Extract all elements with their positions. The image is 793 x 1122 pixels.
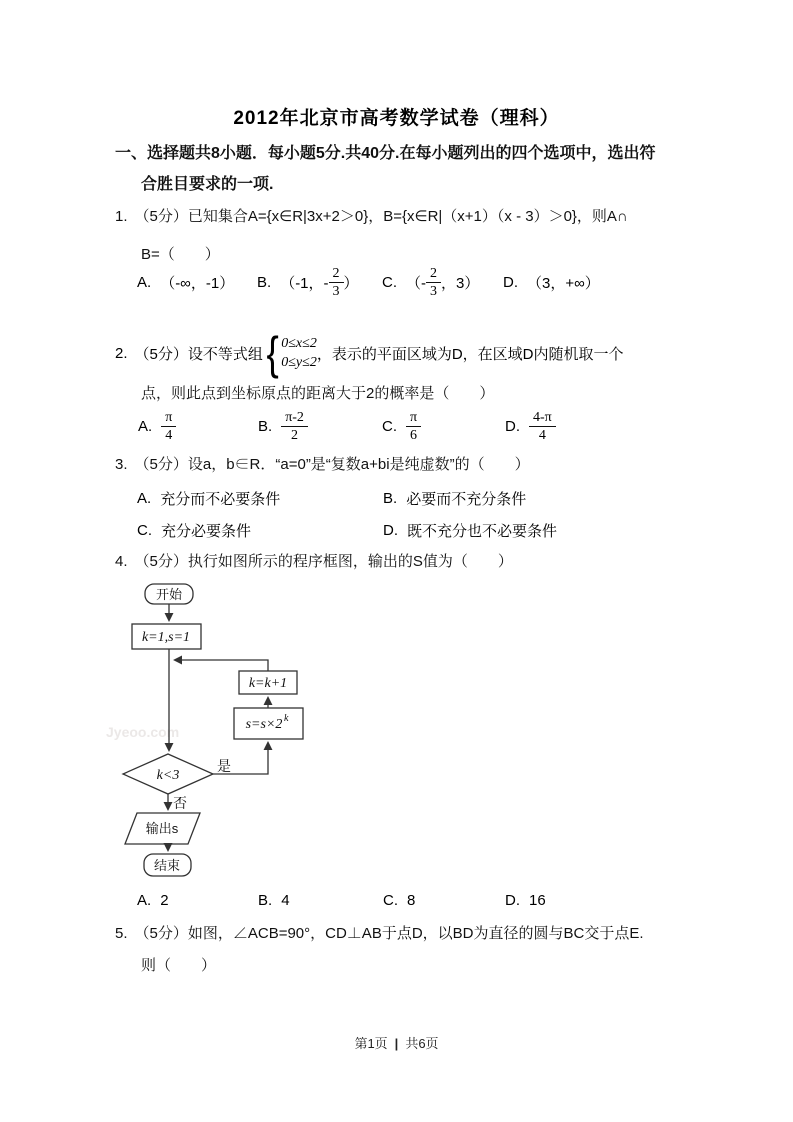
fraction-denominator: 2 [291, 427, 299, 443]
q1-option-c [382, 262, 479, 302]
question-1-stem-text: （5分）已知集合A={x∈R|3x+2＞0}，B={x∈R|（x+1）（x - 3）＞0}，则A∩ [134, 208, 628, 225]
option-label: B. [383, 490, 398, 507]
question-4-stem [115, 552, 513, 572]
inequality-1: 0≤x≤2 [281, 336, 317, 351]
option-label: B. [258, 892, 273, 909]
fraction-denominator: 4 [165, 427, 173, 443]
option-text-post: ） [343, 274, 359, 292]
option-text: （-∞，-1） [160, 274, 235, 292]
option-label: D. [383, 522, 398, 539]
q1-option-a [137, 262, 234, 302]
footer-separator: | [394, 1036, 399, 1051]
option-label: A. [137, 490, 152, 507]
footer-page-number: 第1页 [354, 1036, 388, 1051]
option-text-pre: （-1，- [280, 274, 329, 292]
fraction-denominator: 6 [410, 427, 418, 443]
fraction-denominator: 3 [332, 283, 340, 299]
option-text-post: ，3） [441, 274, 480, 292]
question-5-stem-text: （5分）如图，∠ACB=90°，CD⊥AB于点D，以BD为直径的圆与BC交于点E. [134, 925, 644, 942]
fraction [529, 410, 556, 443]
option-label: C. [382, 417, 397, 435]
q4-option-d [505, 892, 546, 909]
fraction [426, 266, 441, 299]
option-label: D. [503, 273, 518, 291]
q4-option-a [137, 892, 169, 909]
inequality-system [281, 334, 317, 372]
question-1-number: 1. [115, 208, 128, 225]
flowchart-yes-label: 是 [217, 758, 231, 774]
option-text: （3，+∞） [527, 274, 600, 292]
question-4-number: 4. [115, 553, 128, 570]
option-text: 16 [529, 892, 546, 909]
question-1-stem-line2: B=（ ） [141, 246, 220, 263]
option-label: A. [137, 892, 152, 909]
option-label: B. [258, 417, 273, 435]
question-2-stem-line1 [115, 329, 624, 377]
q4-option-b [258, 892, 290, 909]
question-3-stem-text: （5分）设a，b∈R．“a=0”是“复数a+bi是纯虚数”的（ ） [134, 456, 530, 473]
watermark: Jyeoo.com [106, 724, 180, 740]
question-2-number: 2. [115, 344, 128, 362]
page-title: 2012年北京市高考数学试卷（理科） [233, 108, 560, 129]
flowchart-no-label: 否 [173, 795, 187, 811]
option-text: 8 [407, 892, 416, 909]
option-text-pre: （- [406, 274, 426, 292]
option-text: 必要而不充分条件 [406, 491, 527, 508]
fraction [161, 410, 176, 443]
q2-option-b [258, 406, 308, 446]
question-1-stem-line1 [115, 207, 628, 227]
fraction-numerator: π-2 [281, 410, 308, 427]
system-brace: { [266, 327, 279, 379]
fraction-numerator: 2 [329, 266, 344, 283]
question-2-stem-pre: （5分）设不等式组 [134, 345, 263, 363]
option-label: D. [505, 417, 520, 435]
question-4-stem-text: （5分）执行如图所示的程序框图，输出的S值为（ ） [134, 553, 513, 570]
question-5-stem-line1 [115, 924, 644, 944]
fraction [406, 410, 421, 443]
question-2-stem-line2: 点，则此点到坐标原点的距离大于2的概率是（ ） [141, 385, 495, 402]
flowchart [115, 578, 315, 890]
fraction-numerator: π [406, 410, 421, 427]
option-label: A. [138, 417, 153, 435]
option-label: C. [137, 522, 152, 539]
option-label: A. [137, 273, 152, 291]
flowchart-start-label: 开始 [155, 587, 183, 602]
question-2-stem-post: ，表示的平面区域为D，在区域D内随机取一个 [316, 345, 624, 363]
option-text: 4 [281, 892, 290, 909]
flow-arrow-increment-to-mainline [175, 660, 268, 671]
q2-option-d [505, 406, 556, 446]
q2-option-a [138, 406, 176, 446]
fraction [329, 266, 344, 299]
option-text: 既不充分也不必要条件 [407, 523, 558, 540]
option-text: 充分必要条件 [161, 523, 252, 540]
flowchart-condition-label: k<3 [156, 768, 180, 783]
option-text: 充分而不必要条件 [160, 491, 281, 508]
page-footer [0, 1033, 793, 1052]
q1-option-d [503, 262, 600, 302]
q3-option-d [383, 520, 557, 541]
section-heading-line1: 一、选择题共8小题．每小题5分.共40分.在每小题列出的四个选项中，选出符 [115, 145, 656, 162]
fraction-denominator: 3 [430, 283, 437, 299]
inequality-2: 0≤y≤2 [281, 355, 317, 370]
flowchart-multiply-label: s=s×2 [245, 717, 283, 732]
fraction [281, 410, 308, 443]
q3-option-c [137, 520, 251, 541]
fraction-numerator: 4-π [529, 410, 556, 427]
flowchart-output-label: 输出s [145, 821, 179, 836]
question-3-stem [115, 455, 530, 475]
q3-option-a [137, 488, 280, 509]
option-label: C. [383, 892, 398, 909]
question-5-number: 5. [115, 925, 128, 942]
flowchart-multiply-exponent: k [284, 713, 289, 724]
fraction-numerator: π [161, 410, 176, 427]
option-text: 2 [160, 892, 169, 909]
q3-option-b [383, 488, 526, 509]
section-heading-line2: 合胜目要求的一项. [141, 176, 274, 193]
q2-option-c [382, 406, 421, 446]
question-5-stem-line2: 则（ ） [141, 957, 217, 974]
q1-option-b [257, 262, 359, 302]
flowchart-init-label: k=1,s=1 [141, 630, 191, 645]
fraction-denominator: 4 [538, 427, 546, 443]
option-label: C. [382, 273, 397, 291]
question-3-number: 3. [115, 456, 128, 473]
option-label: B. [257, 273, 272, 291]
fraction-numerator: 2 [426, 266, 441, 283]
option-label: D. [505, 892, 520, 909]
flowchart-end-label: 结束 [153, 858, 181, 873]
flowchart-increment-label: k=k+1 [248, 676, 288, 691]
q4-option-c [383, 892, 415, 909]
footer-total-pages: 共6页 [405, 1036, 439, 1051]
